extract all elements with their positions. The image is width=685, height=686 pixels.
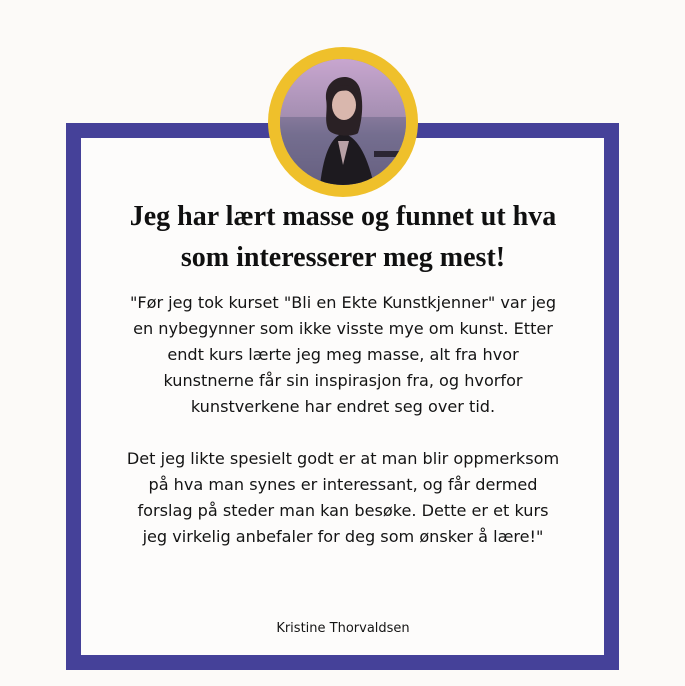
- testimonial-quote: [96, 290, 590, 550]
- testimonial-headline: Jeg har lært masse og funnet ut hva som interesserer meg mest!: [129, 201, 557, 273]
- quote-paragraph-1: "Før jeg tok kurset "Bli en Ekte Kunstkjenner" var jeg en nybegynner som ikke visste mye om kunst. Etter endt kurs lærte jeg meg masse, alt fra hvor kunstnerne får sin inspirasjon fra, og hvorfor kunstverkene har endret seg over tid.: [129, 293, 557, 416]
- quote-paragraph-2: Det jeg likte spesielt godt er at man blir oppmerksom på hva man synes er interessant, og får dermed forslag på steder man kan besøke. Dette er et kurs jeg virkelig anbefaler for deg som ønsker å lære!": [126, 449, 560, 546]
- avatar: [280, 59, 406, 185]
- avatar-photo: [280, 59, 406, 185]
- testimonial-author: Kristine Thorvaldsen: [276, 621, 410, 636]
